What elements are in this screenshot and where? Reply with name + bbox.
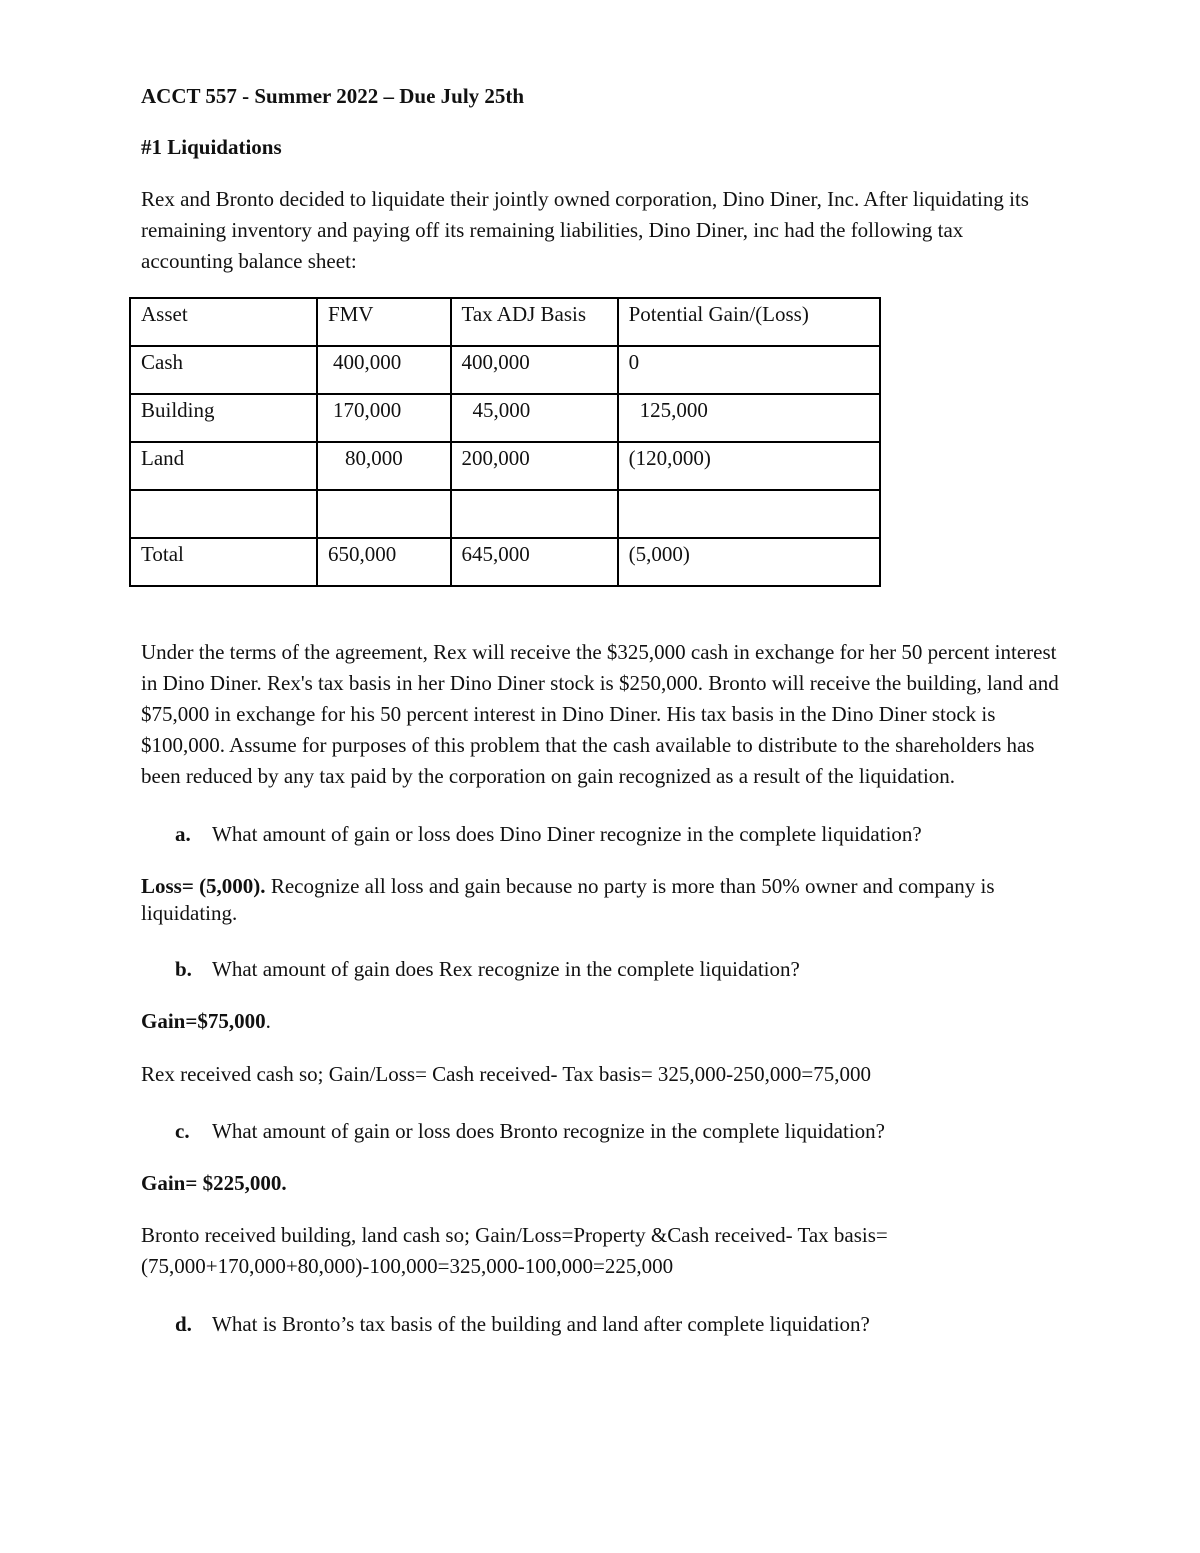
balance-sheet-table [129, 297, 881, 587]
table-cell [451, 490, 618, 538]
question-letter: b. [175, 957, 192, 981]
table-header-row [130, 298, 880, 346]
table-cell: 125,000 [618, 394, 880, 442]
question-letter: d. [175, 1312, 192, 1336]
table-header-cell: Tax ADJ Basis [451, 298, 618, 346]
table-cell: Cash [130, 346, 317, 394]
question-letter: c. [175, 1119, 190, 1143]
table-row [130, 490, 880, 538]
question-text: What amount of gain or loss does Dino Diner recognize in the complete liquidation? [212, 822, 922, 846]
table-row [130, 346, 880, 394]
table-cell: Land [130, 442, 317, 490]
table-cell: Total [130, 538, 317, 586]
answer-a [141, 873, 1001, 927]
document-title: ACCT 557 - Summer 2022 – Due July 25th [141, 84, 525, 108]
table-row [130, 394, 880, 442]
table-header-cell: Potential Gain/(Loss) [618, 298, 880, 346]
table-cell: 170,000 [317, 394, 451, 442]
table-cell: (120,000) [618, 442, 880, 490]
table-cell: 45,000 [451, 394, 618, 442]
table-row [130, 442, 880, 490]
table-cell: 0 [618, 346, 880, 394]
table-cell: 400,000 [451, 346, 618, 394]
table-cell: 80,000 [317, 442, 451, 490]
question-a [175, 820, 1071, 848]
table-cell: (5,000) [618, 538, 880, 586]
table-cell: 200,000 [451, 442, 618, 490]
terms-paragraph: Under the terms of the agreement, Rex will receive the $325,000 cash in exchange for her 50 percent interest in Dino Diner. Rex's tax basis in her Dino Diner stock is $250,000. Bronto will receive the building, land and $75,000 in exchange for his 50 percent interest in Dino Diner. His tax basis in the Dino Diner stock is $100,000. Assume for purposes of this problem that the cash available to distribute to the shareholders has been reduced by any tax paid by the corporation on gain recognized as a result of the liquidation. [141, 640, 1059, 788]
answer-bold: Loss= (5,000). [141, 874, 266, 898]
table-cell [130, 490, 317, 538]
table-header-cell: Asset [130, 298, 317, 346]
question-c [175, 1117, 1071, 1145]
table-header-cell: FMV [317, 298, 451, 346]
answer-bold: Gain=$75,000 [141, 1009, 266, 1033]
answer-b [141, 1008, 1001, 1035]
question-text: What is Bronto’s tax basis of the building and land after complete liquidation? [212, 1312, 870, 1336]
question-text: What amount of gain or loss does Bronto recognize in the complete liquidation? [212, 1119, 885, 1143]
table-row [130, 538, 880, 586]
explanation-b: Rex received cash so; Gain/Loss= Cash received- Tax basis= 325,000-250,000=75,000 [141, 1062, 872, 1086]
table-cell [618, 490, 880, 538]
question-b [175, 955, 1071, 983]
table-cell: Building [130, 394, 317, 442]
table-cell [317, 490, 451, 538]
table-cell: 400,000 [317, 346, 451, 394]
answer-c [141, 1170, 1001, 1197]
question-d [175, 1310, 1071, 1338]
explanation-c: Bronto received building, land cash so; Gain/Loss=Property &Cash received- Tax basis= (75,000+170,000+80,000)-100,000=325,000-100,000=225,000 [141, 1223, 888, 1278]
answer-text: . [265, 1009, 271, 1033]
section-title: #1 Liquidations [141, 135, 282, 159]
document-page [141, 84, 1071, 1338]
table-cell: 645,000 [451, 538, 618, 586]
answer-bold: Gain= $225,000. [141, 1171, 287, 1195]
table-cell: 650,000 [317, 538, 451, 586]
question-letter: a. [175, 822, 191, 846]
question-text: What amount of gain does Rex recognize in the complete liquidation? [212, 957, 800, 981]
answer-text: Recognize all loss and gain because no party is more than 50% owner and company is liquidating. [141, 874, 995, 925]
intro-paragraph: Rex and Bronto decided to liquidate their jointly owned corporation, Dino Diner, Inc. After liquidating its remaining inventory and paying off its remaining liabilities, Dino Diner, inc had the following tax accounting balance sheet: [141, 187, 1029, 273]
